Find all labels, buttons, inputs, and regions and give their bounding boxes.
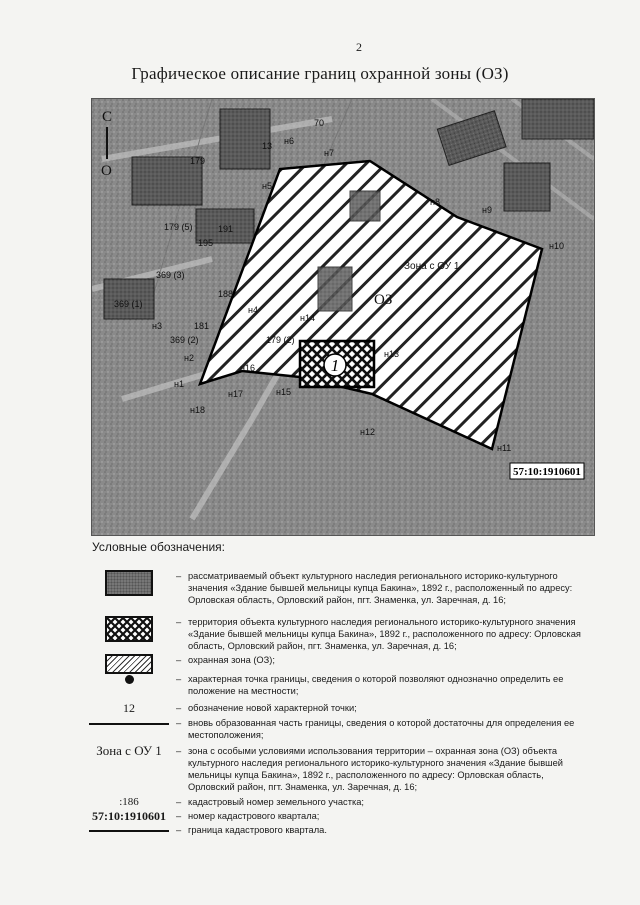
legend-text: обозначение новой характерной точки; (188, 703, 357, 713)
parcel-number-symbol: :186 (119, 796, 139, 808)
point-label: н17 (228, 389, 243, 399)
object-swatch-icon (105, 570, 153, 596)
quarter-number-symbol: 57:10:1910601 (92, 809, 166, 823)
cadastral-map (91, 98, 595, 536)
west-label: О (101, 163, 112, 179)
legend-heading: Условные обозначения: (92, 540, 225, 554)
parcel-label: 369 (1) (114, 299, 143, 309)
legend-text: рассматриваемый объект культурного наследия регионального историко-культурного значения «Здание бывшей мельницы купца Бакина», 1892 г., расположенный по адресу: Орловская область, Орловский район, пгт. Знаменка, ул. Заречная, д. 16; (188, 571, 573, 605)
zone-symbol: Зона с ОУ 1 (96, 743, 162, 758)
parcel-label: 195 (198, 238, 214, 248)
quarter-boundary-icon (89, 830, 169, 832)
point-label: н6 (284, 136, 294, 146)
point-label: н5 (262, 181, 272, 191)
parcel-label: 188 (218, 289, 234, 299)
parcel-label: 179 (190, 156, 206, 166)
parcel-label: 13 (262, 141, 273, 151)
territory-swatch-icon (105, 616, 153, 642)
point-label: н2 (184, 353, 194, 363)
parcel-label: 369 (3) (156, 270, 185, 280)
oz-swatch-icon (105, 654, 153, 674)
new-point-symbol: 12 (123, 701, 135, 715)
point-label: н16 (240, 363, 255, 373)
point-dot-icon (125, 675, 134, 684)
point-label: н1 (174, 379, 184, 389)
parcel-label: 191 (218, 224, 234, 234)
point-label: н10 (549, 241, 564, 251)
object-number: 1 (330, 356, 340, 375)
page-number: 2 (356, 40, 362, 54)
boundary-line-icon (89, 723, 169, 725)
cadastral-quarter-label: 57:10:1910601 (513, 466, 581, 478)
parcel-label: 369 (2) (170, 335, 199, 345)
parcel-label: 181 (194, 321, 210, 331)
parcel-label: 179 (5) (164, 222, 193, 232)
zone-label: Зона с ОУ 1 (404, 261, 460, 272)
point-label: н7 (324, 148, 334, 158)
oz-label: ОЗ (374, 292, 393, 308)
legend-text: кадастровый номер земельного участка; (188, 797, 364, 807)
legend-text: вновь образованная часть границы, сведения о которой достаточны для определения ее местоположения; (188, 718, 575, 740)
parcel-label: 179 (2) (266, 335, 295, 345)
north-label: С (102, 109, 113, 125)
legend-text: зона с особыми условиями использования территории – охранная зона (ОЗ) объекта культурного наследия регионального историко-культурного значения «Здание бывшей мельницы купца Бакина», 1892 г., расположенного по адресу: Орловская область, Орловский район, пгт. Знаменка, ул. Заречная, д. 16; (188, 746, 563, 792)
legend-text: характерная точка границы, сведения о которой позволяют однозначно определить ее положение на местности; (188, 674, 564, 696)
point-label: н3 (152, 321, 162, 331)
legend-text: граница кадастрового квартала. (188, 825, 327, 835)
point-label: н13 (384, 349, 399, 359)
parcel-label: 70 (314, 118, 325, 128)
point-label: н15 (276, 387, 291, 397)
point-label: н11 (497, 443, 512, 453)
point-label: н4 (248, 305, 258, 315)
point-label: н8 (430, 197, 440, 207)
page-title: Графическое описание границ охранной зоны (ОЗ) (131, 64, 509, 83)
point-label: н9 (482, 205, 492, 215)
point-label: н12 (360, 427, 375, 437)
point-label: н14 (300, 313, 315, 323)
legend-text: номер кадастрового квартала; (188, 811, 320, 821)
point-label: н18 (190, 405, 205, 415)
legend-text: охранная зона (ОЗ); (188, 655, 275, 665)
legend-text: территория объекта культурного наследия регионального историко-культурного значения «Здание бывшей мельницы купца Бакина», 1892 г., расположенного по адресу: Орловская область, Орловский район, пгт. Знаменка, ул. Заречная, д. 16; (188, 617, 581, 651)
